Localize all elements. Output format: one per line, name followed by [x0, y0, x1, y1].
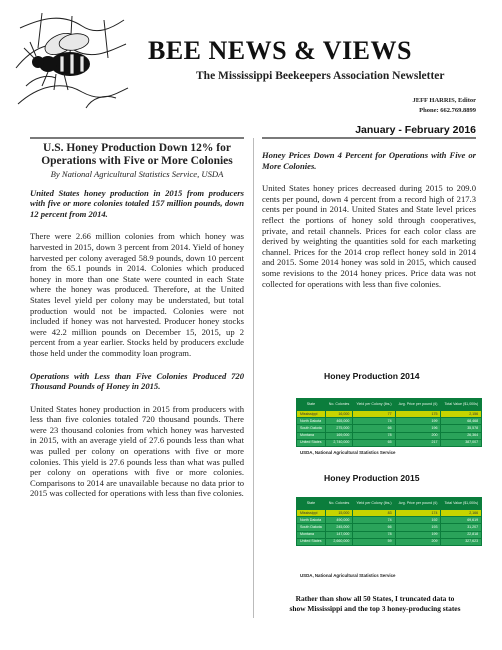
cell: 465,000: [325, 418, 353, 425]
header-state: State: [297, 399, 326, 411]
table-2014-title: Honey Production 2014: [324, 371, 420, 381]
cell: 245,000: [325, 524, 353, 531]
cell: 16,000: [325, 411, 353, 418]
cell: 2,166: [441, 510, 482, 517]
cell: 200: [395, 432, 441, 439]
table-header-row: [297, 498, 482, 510]
cell: 66: [353, 425, 395, 432]
column-divider: [253, 138, 254, 618]
honey-production-2014-table: [296, 398, 482, 447]
right-headline: Honey Prices Down 4 Percent for Operations with Five or More Colonies.: [262, 150, 476, 171]
left-headline-line2: Operations with Five or More Colonies: [41, 155, 233, 167]
header-colonies: No. Colonies: [325, 399, 353, 411]
cell: Montana: [297, 432, 326, 439]
cell: 192: [395, 517, 441, 524]
cell: 193: [395, 524, 441, 531]
cell: 15,000: [325, 510, 353, 517]
header-yield: Yield per Colony (lbs.): [353, 399, 395, 411]
editor-phone: Phone: 662.769.8899: [419, 107, 476, 114]
issue-date: January - February 2016: [355, 124, 476, 136]
cell: 2,740,000: [325, 439, 353, 446]
header-value: Total Value ($1,000s): [441, 399, 482, 411]
header-state: State: [297, 498, 326, 510]
cell: 199: [395, 531, 441, 538]
table-row: [297, 432, 482, 439]
cell: 327,623: [441, 538, 482, 545]
table-footnote: [262, 594, 488, 614]
header-price: Avg. Price per pound (¢): [395, 498, 441, 510]
cell: North Dakota: [297, 517, 326, 524]
header-yield: Yield per Colony (lbs.): [353, 498, 395, 510]
cell: 22,818: [441, 531, 482, 538]
bee-logo-image: [12, 8, 130, 116]
cell: 77: [353, 411, 395, 418]
footnote-line1: Rather than show all 50 States, I truncated data to: [295, 594, 455, 603]
table-row: [297, 517, 482, 524]
cell: 217: [395, 439, 441, 446]
table-row: [297, 531, 482, 538]
right-paragraph-1: United States honey prices decreased during 2015 to 209.0 cents per pound, down 4 percent from a record high of 217.3 cents per pound in 2014. United States and State level prices reflect the portions of honey sold through cooperatives, private, and retail channels. Prices for each color class are derived by weighting the quantities sold for each marketing channel. Prices for the 2014 crop reflect honey sold in 2014 and 2015. Some 2014 honey was sold in 2015, which caused some revisions to the 2014 honey prices. Price data was not collected for operations with less than five colonies.: [262, 183, 476, 289]
right-article: [262, 150, 476, 301]
cell: 490,000: [325, 517, 353, 524]
table-2014-source: USDA, National Agricultural Statistics Service: [300, 450, 396, 455]
divider-left: [30, 137, 244, 139]
newsletter-title: BEE NEWS & VIEWS: [148, 36, 412, 65]
honey-production-2015-table: [296, 497, 482, 546]
table-row: [297, 510, 482, 517]
newsletter-subtitle: The Mississippi Beekeepers Association Newsletter: [196, 70, 445, 82]
bee-illustration-icon: [12, 8, 130, 116]
cell: 78: [353, 432, 395, 439]
cell: 83: [353, 510, 395, 517]
left-paragraph-1: There were 2.66 million colonies from which honey was harvested in 2015, down 3 percent from 2014. Yield of honey harvested per colony averaged 58.9 pounds, down 10 percent from the 65.1 pounds in 2014. Colonies which produced honey in more than one State were counted in each State where the honey was produced. Therefore, at the United States level yield per colony may be understated, but total production would not be impacted. Colonies were not included if honey was not harvested. Producer honey stocks were 42.2 million pounds on December 15, 2015, up 2 percent from a year earlier. Stocks held by producers exclude those held under the commodity loan program.: [30, 231, 244, 358]
table-row: [297, 439, 482, 446]
cell: United States: [297, 538, 326, 545]
cell: Mississippi: [297, 510, 326, 517]
cell: North Dakota: [297, 418, 326, 425]
table-2015-title: Honey Production 2015: [324, 473, 420, 483]
left-headline: [30, 142, 244, 168]
cell: 2,156: [441, 411, 482, 418]
cell: Montana: [297, 531, 326, 538]
editor-info: [413, 96, 477, 116]
cell: 26,364: [441, 432, 482, 439]
left-lead: United States honey production in 2015 from producers with five or more colonies totaled 157 million pounds, down 12 percent from 2014.: [30, 187, 244, 219]
cell: 65: [353, 439, 395, 446]
cell: 275,000: [325, 425, 353, 432]
left-paragraph-2: United States honey production in 2015 from producers with less than five colonies totaled 720 thousand pounds. There were 23 thousand colonies from which honey was harvested in 2015, with an average yield of 27.6 pounds less than what was pulled per colony on operations with five or more colonies. This yield is 27.6 pounds less than what was pulled per colony on operations with five or more colonies. Comparisons to 2014 are unavailable because no data prior to 2015 was collected for operations with less than five colonies.: [30, 403, 244, 499]
cell: 74: [353, 517, 395, 524]
cell: United States: [297, 439, 326, 446]
cell: 2,660,000: [325, 538, 353, 545]
table-row: [297, 418, 482, 425]
cell: 59: [353, 538, 395, 545]
cell: 169,000: [325, 432, 353, 439]
footnote-line2: show Mississippi and the top 3 honey-producing states: [289, 604, 461, 613]
table-row: [297, 538, 482, 545]
divider-right: [262, 137, 476, 139]
header-colonies: No. Colonies: [325, 498, 353, 510]
cell: 78: [353, 531, 395, 538]
header-price: Avg. Price per pound (¢): [395, 399, 441, 411]
cell: South Dakota: [297, 425, 326, 432]
cell: 31,207: [441, 524, 482, 531]
cell: South Dakota: [297, 524, 326, 531]
cell: 196: [395, 425, 441, 432]
cell: 74: [353, 418, 395, 425]
editor-name: JEFF HARRIS, Editor: [412, 97, 476, 104]
table-row: [297, 411, 482, 418]
table-2015-source: USDA, National Agricultural Statistics Service: [300, 573, 396, 578]
left-byline: By National Agricultural Statistics Service, USDA: [50, 169, 224, 179]
cell: 209: [395, 538, 441, 545]
table-header-row: [297, 399, 482, 411]
cell: 68,468: [441, 418, 482, 425]
cell: 199: [395, 418, 441, 425]
left-headline-line1: U.S. Honey Production Down 12% for: [43, 142, 231, 154]
cell: Mississippi: [297, 411, 326, 418]
header-value: Total Value ($1,000s): [441, 498, 482, 510]
table-row: [297, 524, 482, 531]
cell: 66: [353, 524, 395, 531]
cell: 387,007: [441, 439, 482, 446]
cell: 35,578: [441, 425, 482, 432]
left-subhead: Operations with Less than Five Colonies Produced 720 Thousand Pounds of Honey in 2015.: [30, 370, 244, 392]
table-row: [297, 425, 482, 432]
cell: 174: [395, 510, 441, 517]
left-article: [30, 142, 244, 511]
cell: 175: [395, 411, 441, 418]
cell: 69,619: [441, 517, 482, 524]
cell: 147,000: [325, 531, 353, 538]
